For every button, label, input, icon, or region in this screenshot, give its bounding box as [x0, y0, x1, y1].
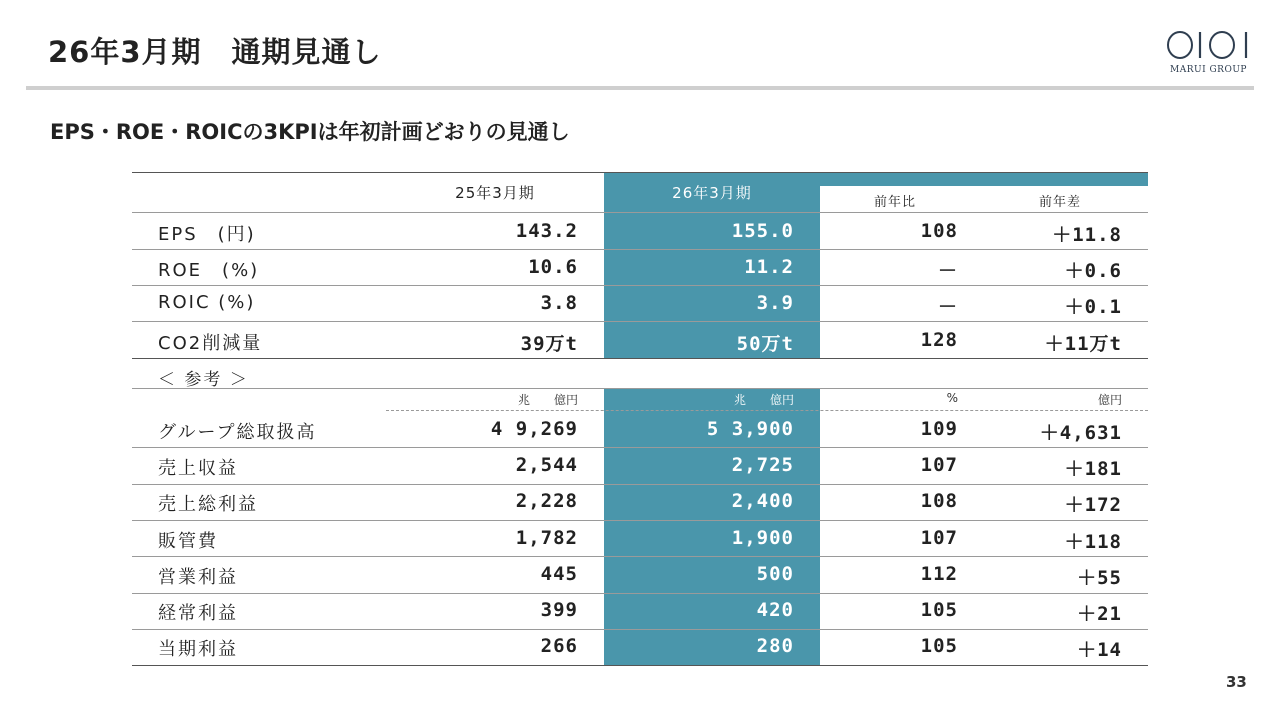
operating-income-ratio: 112	[920, 563, 958, 585]
ordinary-income-ratio: 105	[920, 599, 958, 621]
logo-text: MARUI GROUP	[1170, 65, 1247, 75]
gross-profit-diff: ＋172	[1064, 494, 1122, 516]
column-header-yoy-ratio: 前年比	[873, 195, 916, 210]
ordinary-income-curr: 420	[756, 599, 794, 621]
column-header-yoy-diff: 前年差	[1038, 195, 1081, 210]
row-label-eps: EPS (円)	[158, 224, 256, 245]
table-rule	[132, 249, 1148, 250]
table-rule	[132, 629, 1148, 630]
page-subtitle: EPS・ROE・ROICの3KPIは年初計画どおりの見通し	[50, 120, 570, 144]
roic-curr: 3.9	[756, 292, 794, 314]
unit-curr: 兆 億円	[733, 393, 794, 407]
co2-prev: 39万t	[520, 333, 578, 355]
gross-profit-curr: 2,400	[731, 490, 794, 512]
table-rule	[132, 358, 1148, 359]
gross-profit-ratio: 108	[920, 490, 958, 512]
eps-prev: 143.2	[515, 220, 578, 242]
sga-diff: ＋118	[1064, 531, 1122, 553]
column-header-curr-year: 26年3月期	[672, 184, 752, 202]
table-rule	[132, 520, 1148, 521]
roic-prev: 3.8	[540, 292, 578, 314]
unit-divider	[386, 410, 1148, 411]
gross-volume-diff: ＋4,631	[1039, 422, 1122, 444]
comparison-header-band	[820, 172, 1148, 186]
row-label-ordinary-income: 経常利益	[158, 603, 238, 624]
roic-diff: ＋0.1	[1064, 296, 1122, 318]
row-label-roic: ROIC (%)	[158, 292, 256, 313]
table-rule	[132, 321, 1148, 322]
net-income-ratio: 105	[920, 635, 958, 657]
column-header-prev-year: 25年3月期	[455, 184, 535, 202]
row-label-sga: 販管費	[158, 531, 218, 552]
operating-income-diff: ＋55	[1077, 567, 1122, 589]
marui-group-logo	[1160, 28, 1256, 78]
co2-ratio: 128	[920, 329, 958, 351]
table-rule	[132, 212, 1148, 213]
eps-curr: 155.0	[731, 220, 794, 242]
sga-ratio: 107	[920, 527, 958, 549]
row-label-revenue: 売上収益	[158, 458, 238, 479]
sga-prev: 1,782	[515, 527, 578, 549]
roe-curr: 11.2	[744, 256, 794, 278]
oioi-logo-icon	[1160, 28, 1256, 64]
table-rule	[132, 556, 1148, 557]
roe-prev: 10.6	[528, 256, 578, 278]
revenue-curr: 2,725	[731, 454, 794, 476]
kpi-table	[132, 172, 1148, 666]
eps-ratio: 108	[920, 220, 958, 242]
table-rule	[132, 285, 1148, 286]
unit-prev: 兆 億円	[517, 393, 578, 407]
table-rule	[132, 484, 1148, 485]
row-label-net-income: 当期利益	[158, 639, 238, 660]
operating-income-curr: 500	[756, 563, 794, 585]
gross-volume-prev: 4 9,269	[490, 418, 578, 440]
unit-ratio: %	[946, 391, 958, 405]
page-number: 33	[1226, 673, 1247, 691]
table-rule	[132, 447, 1148, 448]
table-rule	[132, 388, 1148, 389]
roic-ratio: －	[937, 296, 958, 318]
revenue-ratio: 107	[920, 454, 958, 476]
ordinary-income-diff: ＋21	[1077, 603, 1122, 625]
gross-volume-ratio: 109	[920, 418, 958, 440]
table-rule	[132, 593, 1148, 594]
sga-curr: 1,900	[731, 527, 794, 549]
unit-diff: 億円	[1097, 393, 1122, 407]
roe-ratio: －	[937, 260, 958, 282]
gross-volume-curr: 5 3,900	[706, 418, 794, 440]
row-label-co2: CO2削減量	[158, 333, 263, 354]
table-rule	[132, 172, 1148, 173]
reference-label: ＜ 参考 ＞	[158, 370, 249, 390]
co2-curr: 50万t	[736, 333, 794, 355]
roe-diff: ＋0.6	[1064, 260, 1122, 282]
gross-profit-prev: 2,228	[515, 490, 578, 512]
row-label-roe: ROE (%)	[158, 260, 260, 281]
net-income-prev: 266	[540, 635, 578, 657]
net-income-diff: ＋14	[1077, 639, 1122, 661]
revenue-diff: ＋181	[1064, 458, 1122, 480]
revenue-prev: 2,544	[515, 454, 578, 476]
row-label-gross-profit: 売上総利益	[158, 494, 258, 515]
table-rule	[132, 665, 1148, 666]
ordinary-income-prev: 399	[540, 599, 578, 621]
co2-diff: ＋11万t	[1044, 333, 1122, 355]
eps-diff: ＋11.8	[1052, 224, 1122, 246]
row-label-operating-income: 営業利益	[158, 567, 238, 588]
row-label-gross-volume: グループ総取扱高	[158, 422, 317, 443]
page-title: 26年3月期 通期見通し	[48, 35, 382, 69]
operating-income-prev: 445	[540, 563, 578, 585]
net-income-curr: 280	[756, 635, 794, 657]
title-divider	[26, 86, 1254, 90]
